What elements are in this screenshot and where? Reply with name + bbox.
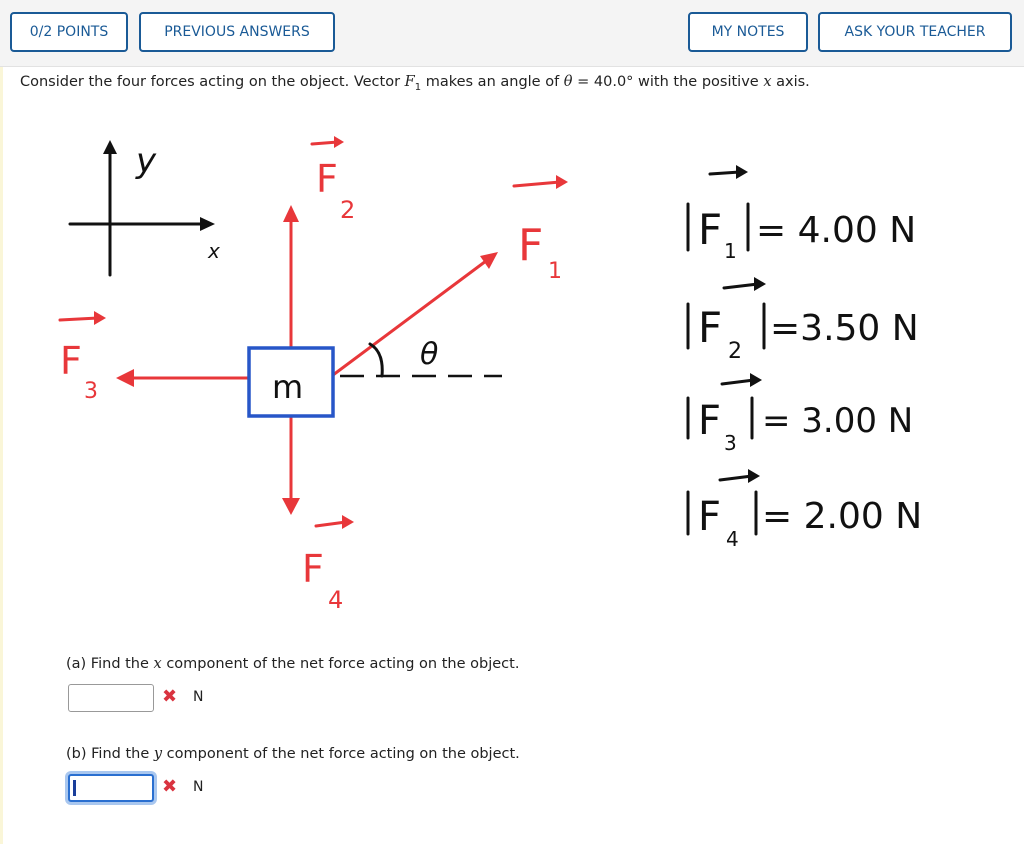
axis-y-label: y <box>136 141 157 181</box>
svg-text:= 4.00 N: = 4.00 N <box>756 210 917 251</box>
previous-answers-button[interactable]: PREVIOUS ANSWERS <box>139 12 335 52</box>
points-button[interactable]: 0/2 POINTS <box>10 12 128 52</box>
part-a-answer-input[interactable] <box>68 684 154 712</box>
part-b-answer-input[interactable] <box>68 774 154 802</box>
svg-text:F: F <box>316 157 338 201</box>
f1-label <box>514 175 568 284</box>
f3-label <box>60 311 106 404</box>
part-b-prompt: (b) Find the y component of the net force acting on the object. <box>66 746 520 762</box>
svg-text:= 2.00 N: = 2.00 N <box>762 496 923 537</box>
svg-text:1: 1 <box>548 259 562 284</box>
magnitude-f3 <box>688 373 913 455</box>
angle-arc <box>370 344 382 376</box>
left-accent-strip <box>0 67 3 844</box>
svg-text:F: F <box>698 205 723 254</box>
svg-text:F: F <box>518 220 544 271</box>
svg-text:3: 3 <box>724 431 737 455</box>
toolbar <box>0 0 1024 67</box>
force-diagram <box>40 120 1000 620</box>
theta-label: θ <box>420 337 439 372</box>
part-a-unit: N <box>193 689 204 705</box>
mass-label: m <box>272 368 304 406</box>
my-notes-button[interactable]: MY NOTES <box>688 12 808 52</box>
svg-text:2: 2 <box>340 196 356 224</box>
part-b-unit: N <box>193 779 204 795</box>
svg-text:F: F <box>698 494 722 540</box>
f1-arrow <box>333 258 490 375</box>
axes-icon <box>70 140 220 275</box>
f2-label <box>312 136 355 224</box>
ask-teacher-button[interactable]: ASK YOUR TEACHER <box>818 12 1012 52</box>
svg-text:F: F <box>60 339 82 383</box>
magnitude-f4 <box>688 469 922 551</box>
incorrect-icon: ✖ <box>162 776 178 797</box>
question-text: Consider the four forces acting on the object. Vector $F_1$ makes an angle of θ = 40.0° with the positive x axis. <box>20 74 810 93</box>
svg-text:= 3.00 N: = 3.00 N <box>762 401 914 441</box>
f4-label <box>302 515 354 614</box>
part-a-prompt: (a) Find the x component of the net force acting on the object. <box>66 656 520 672</box>
svg-text:F: F <box>302 547 324 591</box>
incorrect-icon: ✖ <box>162 686 178 707</box>
svg-text:F: F <box>698 398 722 444</box>
text-cursor <box>73 780 76 796</box>
svg-text:F: F <box>698 303 723 352</box>
magnitude-f2 <box>688 277 919 364</box>
svg-text:1: 1 <box>724 239 737 263</box>
svg-text:=3.50 N: =3.50 N <box>770 308 919 349</box>
axis-x-label: x <box>208 239 220 263</box>
svg-text:2: 2 <box>728 339 742 364</box>
magnitude-f1 <box>688 165 916 263</box>
svg-text:4: 4 <box>328 586 344 614</box>
svg-text:3: 3 <box>84 379 98 404</box>
svg-text:4: 4 <box>726 527 739 551</box>
